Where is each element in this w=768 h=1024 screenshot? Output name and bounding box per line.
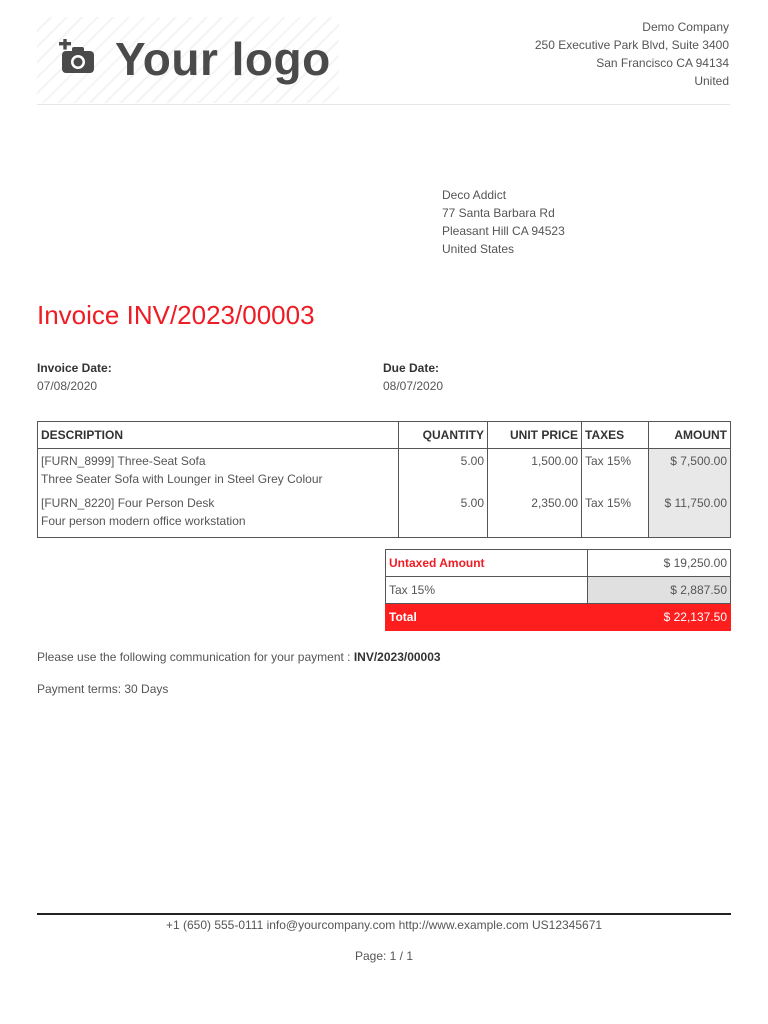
invoice-date-label: Invoice Date: <box>37 361 112 375</box>
line-detail: Four person modern office workstation <box>41 514 246 528</box>
line-taxes: Tax 15% <box>582 491 649 538</box>
partner-city: Pleasant Hill CA 94523 <box>442 224 565 238</box>
total-label: Total <box>386 604 588 631</box>
invoice-date-value: 07/08/2020 <box>37 378 98 393</box>
page-number: Page: 1 / 1 <box>354 949 414 963</box>
partner-street: 77 Santa Barbara Rd <box>442 206 555 220</box>
partner-country: United States <box>442 242 515 256</box>
line-unit-price: 2,350.00 <box>488 491 582 538</box>
company-country: United <box>694 74 729 88</box>
line-product: [FURN_8999] Three-Seat Sofa <box>41 454 206 468</box>
total-value: $ 22,137.50 <box>588 604 731 631</box>
payment-reference: INV/2023/00003 <box>353 650 441 664</box>
partner-name: Deco Addict <box>442 188 507 202</box>
invoice-date-block <box>37 360 112 395</box>
table-row <box>38 491 731 538</box>
col-quantity-header: QUANTITY <box>399 422 488 449</box>
col-description-header: DESCRIPTION <box>38 422 399 449</box>
line-quantity: 5.00 <box>399 449 488 492</box>
invoice-lines-table <box>37 421 731 538</box>
line-quantity: 5.00 <box>399 491 488 538</box>
totals-table <box>385 549 731 631</box>
line-detail: Three Seater Sofa with Lounger in Steel Grey Colour <box>41 472 323 486</box>
line-taxes: Tax 15% <box>582 449 649 492</box>
due-date-label: Due Date: <box>383 361 440 375</box>
header-divider <box>37 104 730 105</box>
tax-label: Tax 15% <box>386 577 588 604</box>
untaxed-label: Untaxed Amount <box>386 550 588 577</box>
camera-plus-icon <box>59 39 97 77</box>
untaxed-row <box>386 550 731 577</box>
line-description <box>38 449 399 492</box>
footer-divider <box>37 913 731 915</box>
line-amount: $ 11,750.00 <box>649 491 731 538</box>
tax-value: $ 2,887.50 <box>588 577 731 604</box>
untaxed-value: $ 19,250.00 <box>588 550 731 577</box>
line-description <box>38 491 399 538</box>
company-address <box>535 18 729 90</box>
total-row <box>386 604 731 631</box>
invoice-title: Invoice INV/2023/00003 <box>37 300 315 330</box>
table-row <box>38 449 731 492</box>
payment-note-text: Please use the following communication for your payment : <box>37 650 351 664</box>
line-unit-price: 1,500.00 <box>488 449 582 492</box>
table-header-row <box>38 422 731 449</box>
col-amount-header: AMOUNT <box>649 422 731 449</box>
company-logo <box>37 17 339 103</box>
partner-address <box>442 186 565 258</box>
line-amount: $ 7,500.00 <box>649 449 731 492</box>
footer-contact: +1 (650) 555-0111 info@yourcompany.com http://www.example.com US12345671 <box>165 918 603 932</box>
due-date-value: 08/07/2020 <box>383 378 444 393</box>
payment-terms: Payment terms: 30 Days <box>37 682 169 696</box>
due-date-block <box>383 360 443 395</box>
company-street: 250 Executive Park Blvd, Suite 3400 <box>534 38 729 52</box>
col-unit-price-header: UNIT PRICE <box>488 422 582 449</box>
logo-text: Your logo <box>115 33 331 85</box>
col-taxes-header: TAXES <box>582 422 649 449</box>
tax-row <box>386 577 731 604</box>
payment-communication <box>37 650 441 664</box>
line-product: [FURN_8220] Four Person Desk <box>41 496 215 510</box>
company-city: San Francisco CA 94134 <box>596 56 729 70</box>
company-name: Demo Company <box>642 20 729 34</box>
